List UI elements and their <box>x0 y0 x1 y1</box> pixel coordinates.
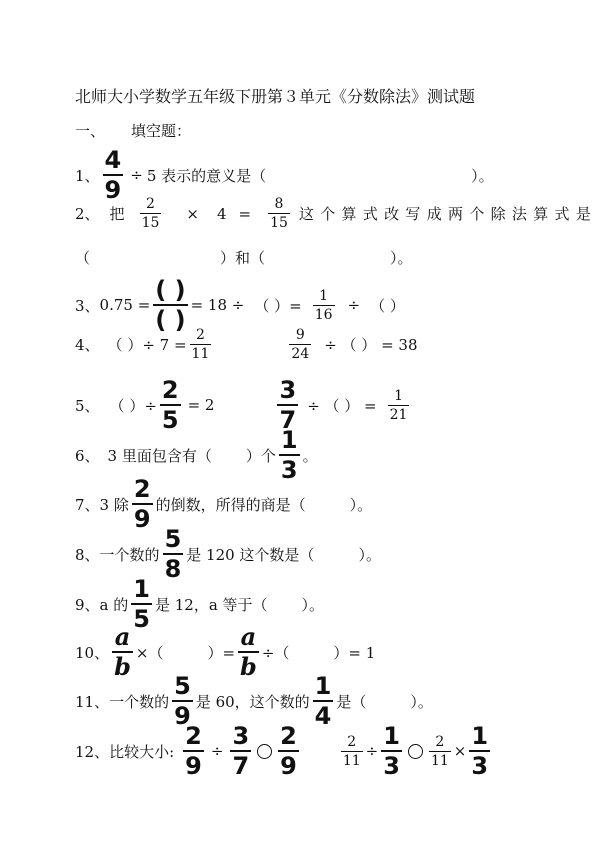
q5-fraction-1 <box>160 378 181 432</box>
q2-paren-close: ）。 <box>390 249 413 267</box>
q12-a-compare-circle[interactable] <box>257 744 272 759</box>
q3-eq18: = 18 ÷ <box>190 296 245 314</box>
q12-b4-num: 1 <box>471 722 489 750</box>
q9-rest: 是 12，a 等于（ <box>154 595 268 614</box>
q10-frac2-den: b <box>240 652 257 681</box>
q1-frac-den: 9 <box>104 176 122 204</box>
section-heading <box>75 120 191 141</box>
q10-frac1-num: a <box>114 622 131 651</box>
q12-number: 12、 <box>75 742 110 761</box>
q12-b3-den: 11 <box>430 752 449 769</box>
q11-rest: 是（ <box>336 692 367 711</box>
q9-end: ）。 <box>301 595 325 614</box>
q4-frac2-den: 24 <box>291 346 310 362</box>
q2-frac2-den: 15 <box>270 215 288 231</box>
q4-fraction-2 <box>289 328 311 361</box>
q12-a1-den: 9 <box>185 752 202 780</box>
q1-close: ）。 <box>471 166 494 185</box>
q12-a1-num: 2 <box>185 722 202 750</box>
q3-paren-fraction[interactable] <box>153 278 187 332</box>
q9-number: 9、 <box>75 595 100 614</box>
q1-fraction <box>103 148 124 202</box>
q10-frac1-den: b <box>114 652 131 681</box>
section-number: 一、 <box>75 122 106 140</box>
q9-pre: a 的 <box>99 595 129 614</box>
q12-b-divide: ÷ <box>365 742 379 760</box>
question-5 <box>75 378 412 432</box>
q5-frac3-den: 21 <box>389 406 408 423</box>
q10-end: ）= 1 <box>333 643 376 662</box>
q5-fraction-3 <box>388 389 410 422</box>
q1-text: 5 表示的意义是（ <box>146 166 267 185</box>
q12-b2-num: 1 <box>383 722 400 750</box>
q8-frac-den: 8 <box>164 555 182 583</box>
q7-frac-den: 9 <box>133 505 151 533</box>
q12-b-fraction-2 <box>381 724 402 778</box>
q10-mid3: ÷（ <box>261 643 290 662</box>
page-title: 北师大小学数学五年级下册第３单元《分数除法》测试题 <box>75 87 476 106</box>
q12-b2-den: 3 <box>383 752 400 780</box>
q12-b1-den: 11 <box>342 752 361 769</box>
q12-b-fraction-1 <box>341 735 363 768</box>
q12-b4-den: 3 <box>471 752 489 780</box>
q12-b-times: × <box>453 742 467 760</box>
q9-fraction <box>131 577 152 631</box>
q5-number: 5、 <box>75 396 100 415</box>
q11-end: ）。 <box>410 692 433 711</box>
q7-end: ）。 <box>349 495 373 514</box>
q11-frac1-num: 5 <box>174 672 191 700</box>
q5-fraction-2 <box>277 378 298 432</box>
q12-a2-num: 3 <box>232 722 250 750</box>
q12-a-fraction-1 <box>183 724 204 778</box>
question-2-line-2 <box>75 247 413 268</box>
question-4 <box>75 328 418 361</box>
q6-frac-den: 3 <box>280 456 298 484</box>
q8-rest: 是 120 这个数是（ <box>186 545 315 564</box>
question-7 <box>75 477 372 531</box>
q4-rest: ÷ （ ） = 38 <box>324 336 418 354</box>
q5-rest: ÷ （ ） = <box>307 396 377 415</box>
q7-pre: 3 除 <box>99 495 129 514</box>
q12-a-fraction-2 <box>230 724 251 778</box>
q12-a3-den: 9 <box>280 752 297 780</box>
q2-pre: 把 <box>109 205 125 223</box>
q11-fraction-2 <box>313 674 334 728</box>
q4-frac1-den: 11 <box>191 346 210 362</box>
q11-frac1-den: 9 <box>174 702 191 730</box>
q11-frac2-num: 1 <box>314 672 332 700</box>
q2-and: ）和（ <box>220 249 266 267</box>
q6-frac-num: 1 <box>280 426 298 454</box>
q8-fraction <box>163 527 184 581</box>
q1-frac-num: 4 <box>104 146 122 174</box>
q7-fraction <box>132 477 153 531</box>
q12-b-fraction-4 <box>469 724 490 778</box>
q6-mid: ）个 <box>245 446 276 465</box>
q3-fraction <box>313 289 335 322</box>
q8-frac-num: 5 <box>164 525 182 553</box>
q8-end: ）。 <box>358 545 381 564</box>
q10-mid2: ）= <box>207 643 236 662</box>
q3-paren-den: ( ) <box>155 306 186 334</box>
q5-frac3-num: 1 <box>394 387 404 404</box>
q12-a-divide: ÷ <box>210 742 224 760</box>
q3-blank-1[interactable]: （ ）= <box>254 296 302 315</box>
q2-equals: = <box>238 204 252 223</box>
q2-paren-open: （ <box>75 249 91 267</box>
q2-frac1-den: 15 <box>141 215 160 231</box>
section-label: 填空题： <box>131 122 192 140</box>
q6-pre: 3 里面包含有（ <box>107 446 212 465</box>
q3-divide: ÷ <box>347 296 361 314</box>
q2-four: 4 <box>216 204 227 223</box>
q2-fraction-2 <box>268 197 290 230</box>
q7-number: 7、 <box>75 495 100 514</box>
q10-fraction-1 <box>112 622 133 681</box>
q12-a3-num: 2 <box>280 722 297 750</box>
question-6 <box>75 428 318 482</box>
q12-b1-num: 2 <box>347 733 357 750</box>
q4-fraction-1 <box>190 328 212 361</box>
q12-label: 比较大小: <box>109 742 175 761</box>
q12-b-fraction-3 <box>429 735 451 768</box>
q11-frac2-den: 4 <box>314 702 332 730</box>
question-9 <box>75 577 324 631</box>
q2-times: × <box>186 204 199 223</box>
q2-number: 2、 <box>75 205 100 223</box>
q6-fraction <box>279 428 300 482</box>
q9-frac-num: 1 <box>133 575 150 603</box>
q1-operator: ÷ <box>130 166 143 184</box>
q12-a2-den: 7 <box>232 752 250 780</box>
q10-frac2-num: a <box>240 622 257 651</box>
q2-frac2-num: 8 <box>274 196 284 212</box>
q3-decimal: 0.75 = <box>99 296 151 314</box>
q10-fraction-2 <box>238 622 259 681</box>
q2-frac1-num: 2 <box>146 196 155 212</box>
q4-number: 4、 <box>75 336 100 354</box>
q11-pre: 一个数的 <box>109 692 170 711</box>
q6-number: 6、 <box>75 446 100 465</box>
q5-frac1-den: 5 <box>161 406 179 434</box>
question-10 <box>75 622 376 681</box>
q12-a-fraction-3 <box>278 724 299 778</box>
question-11 <box>75 674 433 728</box>
q11-mid: 是 60，这个数的 <box>195 692 310 711</box>
q10-number: 10、 <box>75 643 110 662</box>
q5-equals-2: = 2 <box>187 396 215 414</box>
q1-number: 1、 <box>75 166 100 185</box>
q5-frac2-num: 3 <box>279 376 297 404</box>
q4-frac2-num: 9 <box>295 327 305 343</box>
q5-frac1-num: 2 <box>161 376 179 404</box>
q7-frac-num: 2 <box>133 475 151 503</box>
q5-blank-1[interactable]: （ ）÷ <box>109 396 157 415</box>
q3-frac-den: 16 <box>314 306 333 323</box>
q10-mid1: ×（ <box>135 643 164 662</box>
q12-b-compare-circle[interactable] <box>408 744 423 759</box>
q11-fraction-1 <box>172 674 193 728</box>
question-8 <box>75 527 381 581</box>
q3-number: 3、 <box>75 296 100 315</box>
q9-frac-den: 5 <box>133 605 150 633</box>
q6-end: 。 <box>302 446 318 465</box>
q8-number: 8、 <box>75 545 100 564</box>
q7-rest: 的倒数，所得的商是（ <box>155 495 306 514</box>
question-3 <box>75 278 405 332</box>
question-1 <box>75 148 494 202</box>
q11-number: 11、 <box>75 692 110 711</box>
q12-b3-num: 2 <box>435 733 445 750</box>
q3-paren-num: ( ) <box>155 276 186 304</box>
question-2 <box>75 197 597 230</box>
q3-blank-2[interactable]: （ ） <box>370 296 405 315</box>
q4-blank-1[interactable]: （ ）÷ 7 = <box>107 336 187 354</box>
q5-frac2-den: 7 <box>279 406 297 434</box>
question-12 <box>75 724 493 778</box>
q2-fraction-1 <box>140 197 162 230</box>
q3-frac-num: 1 <box>319 287 329 304</box>
q2-text: 这个算式改写成两个除法算式是 <box>298 205 598 223</box>
q8-pre: 一个数的 <box>99 545 160 564</box>
q4-frac1-num: 2 <box>196 327 205 343</box>
